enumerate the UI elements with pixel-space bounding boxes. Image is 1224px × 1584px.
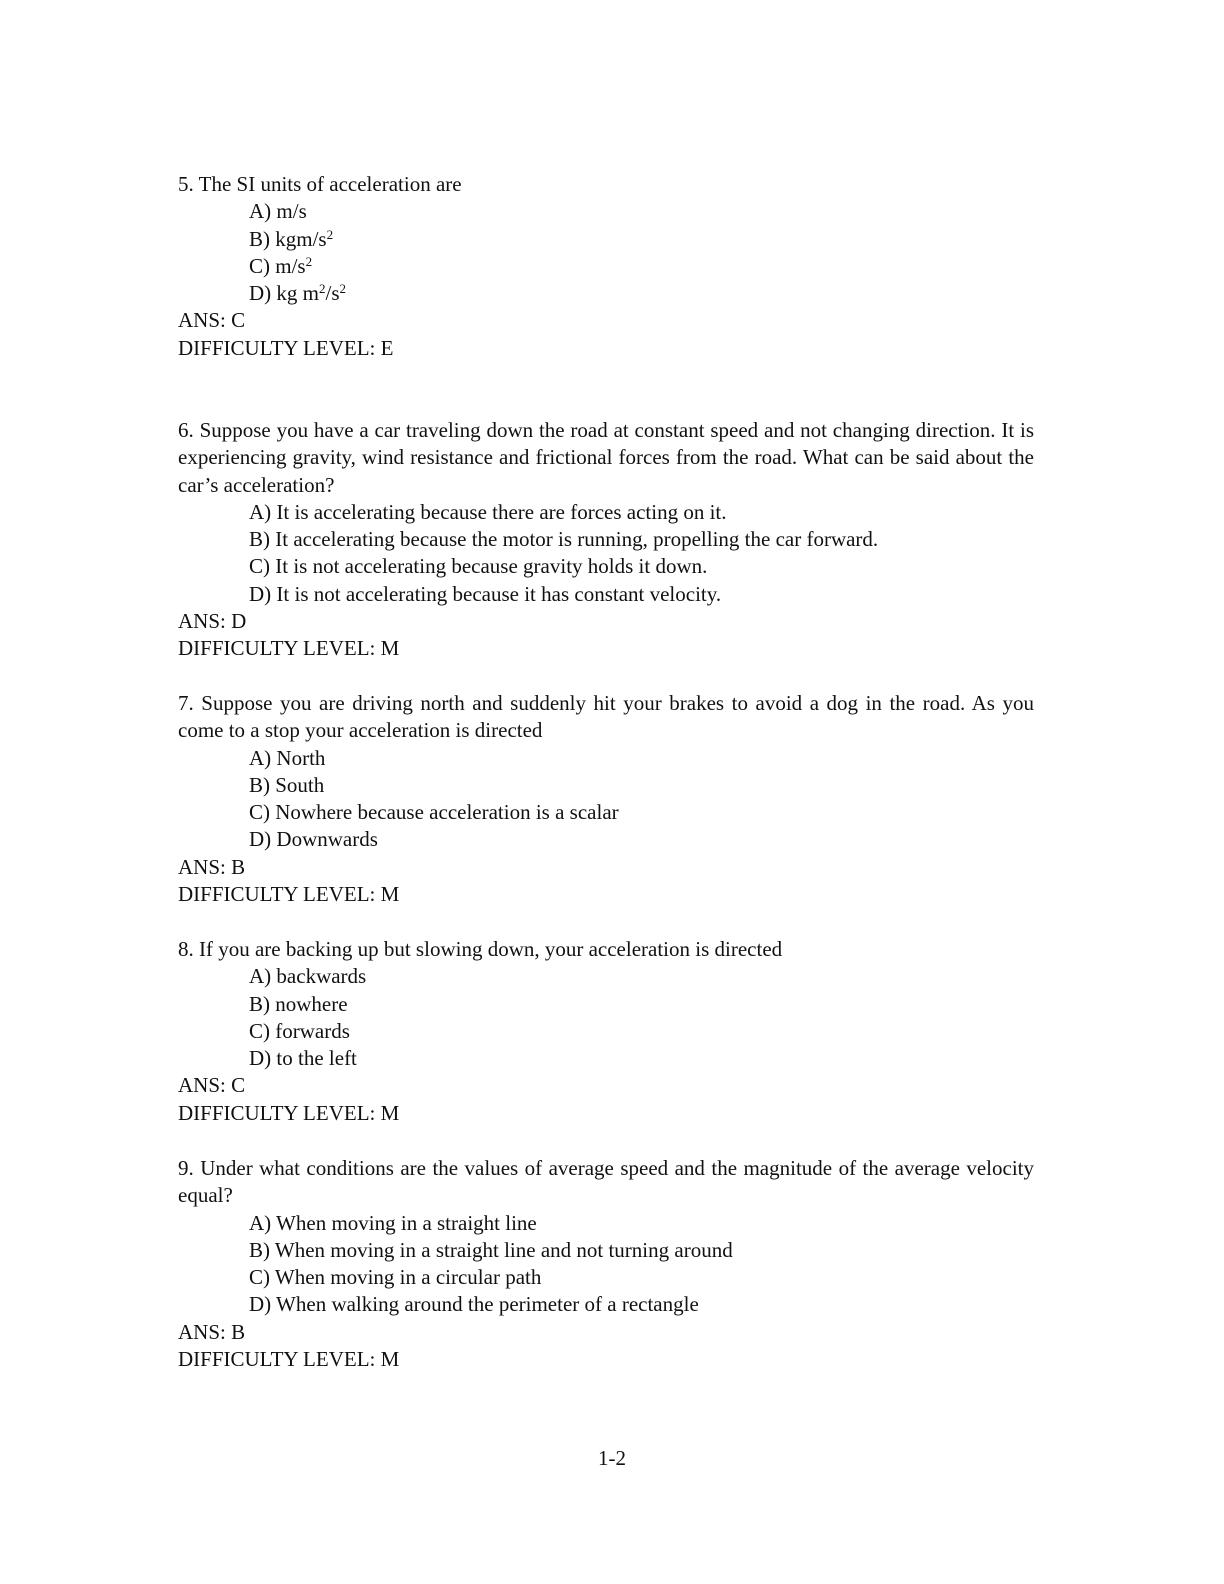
choice-b [178,226,1034,253]
choice-text: Downwards [276,827,378,852]
choice-a [178,499,1034,526]
question-9 [178,1155,1034,1373]
choice-label: C) [249,554,270,579]
choice-label: C) [249,253,270,278]
question-stem: 9. Under what conditions are the values of average speed and the magnitude of the average velocity equal? [178,1156,1034,1208]
answer: ANS: C [178,1073,246,1098]
question-stem: 5. The SI units of acceleration are [178,172,462,196]
choice-c [178,799,1034,826]
question-8 [178,936,1034,1127]
choice-b [178,1237,1034,1264]
choice-b [178,526,1034,553]
choice-text: forwards [275,1018,350,1043]
question-stem: 8. If you are backing up but slowing down, your acceleration is directed [178,937,783,961]
choice-text: m/s [276,199,307,224]
choice-text: It is not accelerating because gravity holds it down. [275,554,708,579]
choice-text: When moving in a straight line [276,1210,537,1235]
exponent: 2 [305,253,313,269]
question-stem: 6. Suppose you have a car traveling down the road at constant speed and not changing direction. It is experiencing gravity, wind resistance and frictional forces from the road. What can be said about the car’s acceleration? [178,418,1034,497]
question-6 [178,417,1034,663]
answer: ANS: C [178,308,246,333]
choice-c [178,553,1034,580]
choice-label: D) [249,1046,272,1071]
choice-label: A) [249,499,272,524]
answer: ANS: D [178,609,247,634]
page-number: 1-2 [598,1446,626,1470]
exponent: 2 [326,226,334,242]
choice-d [178,280,1034,307]
choice-label: C) [249,1018,270,1043]
choice-label: B) [249,991,270,1016]
exponent: 2 [319,281,326,297]
choice-label: D) [249,281,272,306]
choice-label: D) [249,827,272,852]
choice-label: D) [249,1292,272,1317]
choice-d [178,581,1034,608]
choice-text: When moving in a straight line and not turning around [274,1237,733,1262]
choice-b [178,991,1034,1018]
answer: ANS: B [178,854,246,879]
question-7 [178,690,1034,908]
choice-a [178,1210,1034,1237]
choice-c [178,253,1034,280]
difficulty-level: DIFFICULTY LEVEL: M [178,636,400,661]
choice-label: B) [249,1237,270,1262]
choice-a [178,963,1034,990]
choice-text-tail: /s [325,281,340,306]
difficulty-level: DIFFICULTY LEVEL: M [178,1100,400,1125]
choice-text: Nowhere because acceleration is a scalar [275,800,619,825]
choice-text: North [276,745,326,770]
choice-d [178,826,1034,853]
choice-a [178,198,1034,225]
difficulty-level: DIFFICULTY LEVEL: E [178,335,394,360]
choice-c [178,1018,1034,1045]
choice-text: kgm/s [275,226,327,251]
answer: ANS: B [178,1319,246,1344]
choice-text: backwards [276,964,367,989]
choice-label: B) [249,226,270,251]
difficulty-level: DIFFICULTY LEVEL: M [178,882,400,907]
question-stem: 7. Suppose you are driving north and suddenly hit your brakes to avoid a dog in the road. As you come to a stop your acceleration is directed [178,691,1034,743]
choice-text: When moving in a circular path [274,1265,542,1290]
choice-text: m/s [275,253,306,278]
choice-text: South [275,772,325,797]
choice-text: nowhere [275,991,348,1016]
choice-text: It is not accelerating because it has constant velocity. [276,581,722,606]
choice-label: A) [249,964,272,989]
choice-label: B) [249,772,270,797]
choice-label: C) [249,1265,270,1290]
choice-text: to the left [276,1046,357,1071]
choice-label: A) [249,745,272,770]
choice-label: B) [249,527,270,552]
choice-label: D) [249,581,272,606]
difficulty-level: DIFFICULTY LEVEL: M [178,1347,400,1372]
choice-text: It is accelerating because there are forces acting on it. [276,499,727,524]
choice-b [178,772,1034,799]
question-5 [178,171,1034,362]
choice-a [178,745,1034,772]
choice-text: It accelerating because the motor is running, propelling the car forward. [275,527,879,552]
exponent: 2 [339,281,347,297]
choice-d [178,1291,1034,1318]
choice-text: When walking around the perimeter of a rectangle [276,1292,699,1317]
choice-c [178,1264,1034,1291]
choice-label: A) [249,199,272,224]
choice-label: C) [249,800,270,825]
choice-d [178,1045,1034,1072]
choice-text: kg m [276,281,320,306]
choice-label: A) [249,1210,272,1235]
